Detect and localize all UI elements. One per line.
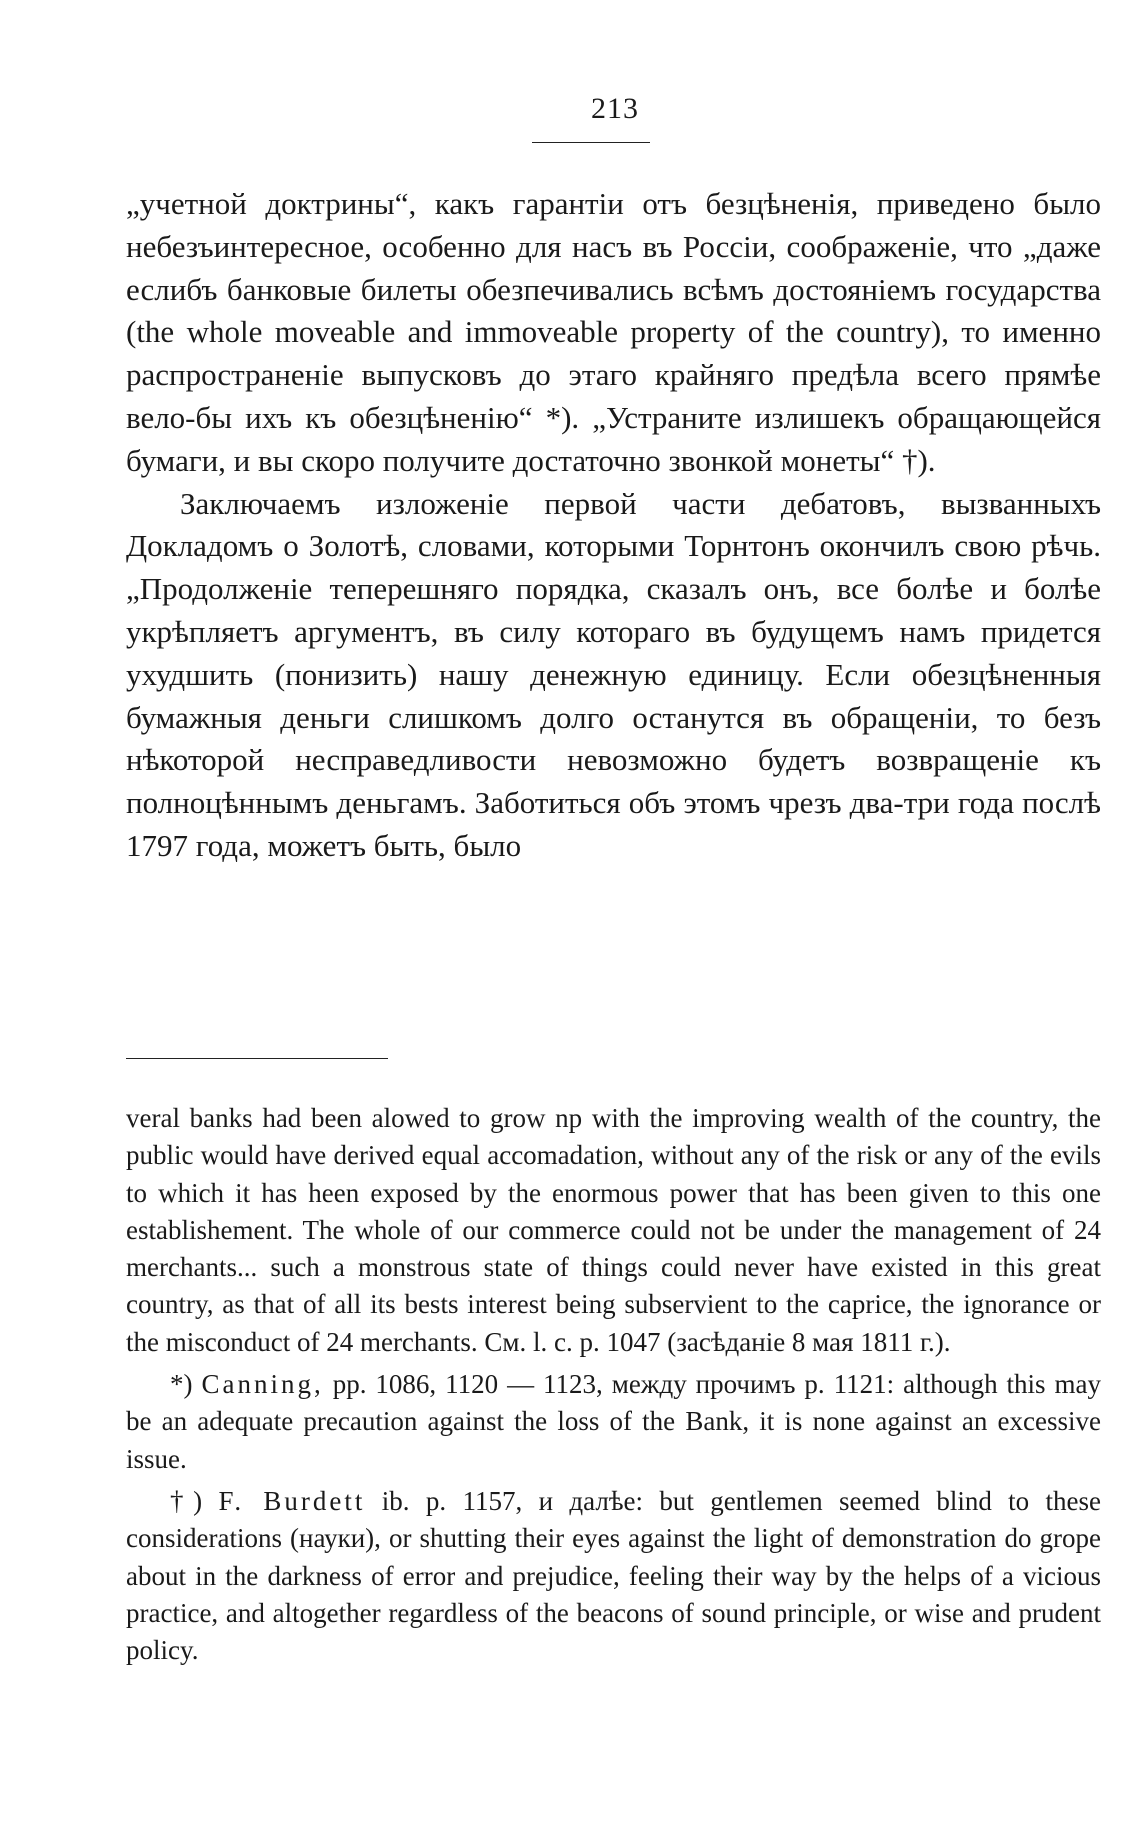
footnote-dagger-marker: †) (170, 1485, 203, 1516)
footnote-dagger-author: F. Burdett (218, 1485, 366, 1516)
paragraph-1: „учетной доктрины“, какъ гарантіи отъ безцѣненія, приведено было небезъинтересное, особенно для насъ въ Россіи, соображеніе, что „даже еслибъ банковые билеты обезпечивались всѣмъ достояніемъ государства (the whole moveable and immoveable property of the country), то именно распространеніе выпусковъ до этаго крайняго предѣла всего прямѣе вело-бы ихъ къ обезцѣненію“ *). „Устраните излишекъ обращающейся бумаги, и вы скоро получите достаточно звонкой монеты“ †). (126, 186, 1101, 478)
footnote-star-author: Canning, (201, 1369, 324, 1400)
footnotes (126, 1100, 1101, 1674)
footnote-dagger (126, 1483, 1101, 1669)
paragraph-2: Заключаемъ изложеніе первой части дебатовъ, вызванныхъ Докладомъ о Золотѣ, словами, которыми Торнтонъ окончилъ свою рѣчь. „Продолженіе теперешняго порядка, сказалъ онъ, все болѣе и болѣе укрѣпляетъ аргументъ, въ силу котораго въ будущемъ намъ придется ухудшить (понизить) нашу денежную единицу. Если обезцѣненныя бумажныя деньги слишкомъ долго останутся въ обращеніи, то безъ нѣкоторой несправедливости невозможно будетъ возвращеніе къ полноцѣннымъ деньгамъ. Заботиться объ этомъ чрезъ два-три года послѣ 1797 года, можетъ быть, было (126, 485, 1101, 863)
header-rule (532, 142, 650, 143)
footnote-rule (126, 1058, 388, 1059)
footnote-star-marker: *) (170, 1369, 193, 1400)
page-number: 213 (591, 92, 639, 125)
footnote-star (126, 1366, 1101, 1478)
footnote-continuation: veral banks had been alowed to grow np with the improving wealth of the country, the public would have derived equal accomadation, without any of the risk or any of the evils to which it has heen exposed by the enormous power that has been given to this one establishement. The whole of our commerce could not be under the management of 24 merchants... such a monstrous state of things could never have existed in this great country, as that of all its bests interest being subservient to the caprice, the ignorance or the misconduct of 24 merchants. См. l. c. p. 1047 (засѣданіе 8 мая 1811 г.). (126, 1103, 1101, 1357)
main-text (126, 183, 1101, 868)
footnote-star-text: pp. 1086, 1120 — 1123, между прочимъ p. 1121: although this may be an adequate precaution against the loss of the Bank, it is none against an excessive issue. (126, 1369, 1102, 1474)
footnote-dagger-text: ib. p. 1157, и далѣе: but gentlemen seemed blind to these considerations (науки), or shutting their eyes against the light of demonstration do grope about in the darkness of error and prejudice, feeling their way by the helps of a vicious practice, and altogether regardless of the beacons of sound principle, or wise and prudent policy. (126, 1485, 1102, 1666)
